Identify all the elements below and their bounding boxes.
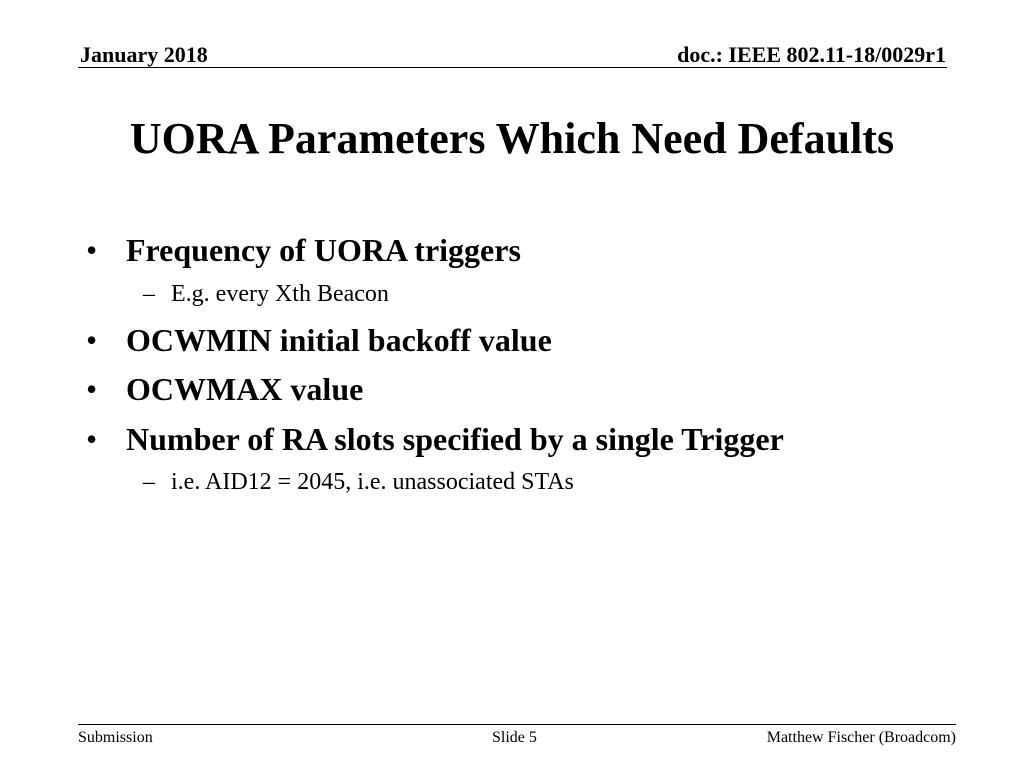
footer-author: Matthew Fischer (Broadcom)	[766, 729, 956, 746]
bullet-text: OCWMAX value	[126, 371, 364, 407]
bullet-item	[86, 321, 552, 359]
footer-slide-number: Slide 5	[492, 729, 537, 746]
footer-submission: Submission	[78, 729, 153, 746]
sub-bullet-text: E.g. every Xth Beacon	[171, 281, 389, 307]
sub-bullet-text: i.e. AID12 = 2045, i.e. unassociated STAs	[171, 469, 574, 495]
sub-bullet-item	[143, 468, 574, 496]
sub-bullet-item	[143, 280, 389, 308]
sub-bullet-marker: –	[143, 469, 155, 495]
bullet-marker: •	[86, 232, 98, 268]
header-date: January 2018	[80, 42, 208, 67]
bullet-marker: •	[86, 421, 98, 457]
bullet-item	[86, 420, 784, 458]
bullet-item	[86, 231, 521, 269]
sub-bullet-marker: –	[143, 281, 155, 307]
bullet-text: Frequency of UORA triggers	[126, 232, 521, 268]
slide-title: UORA Parameters Which Need Defaults	[129, 114, 895, 163]
header-doc-id: doc.: IEEE 802.11-18/0029r1	[677, 42, 946, 67]
bullet-marker: •	[86, 322, 98, 358]
bullet-item	[86, 370, 364, 408]
bullet-text: Number of RA slots specified by a single Trigger	[126, 421, 784, 457]
footer-divider	[78, 724, 956, 725]
bullet-text: OCWMIN initial backoff value	[126, 322, 552, 358]
bullet-marker: •	[86, 371, 98, 407]
